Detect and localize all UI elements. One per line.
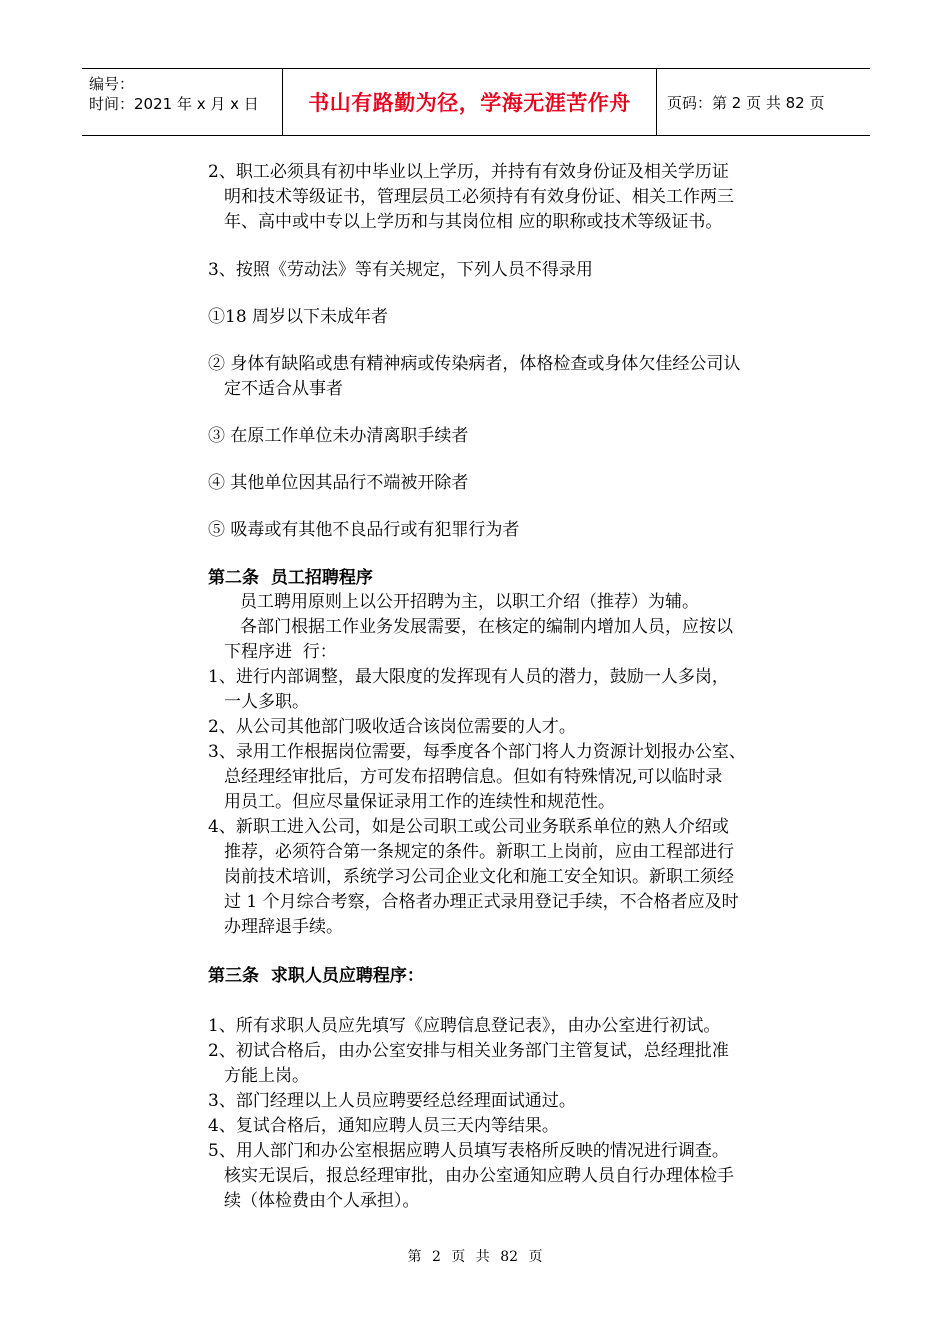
text-line: ④ 其他单位因其品行不端被开除者 xyxy=(208,473,469,493)
text-line: 办理辞退手续。 xyxy=(224,917,343,937)
section-heading: 第三条 求职人员应聘程序： xyxy=(208,966,424,986)
text-line: 员工聘用原则上以公开招聘为主，以职工介绍（推荐）为辅。 xyxy=(240,592,699,612)
text-line: ③ 在原工作单位未办清离职手续者 xyxy=(208,426,469,446)
text-line: 方能上岗。 xyxy=(224,1066,309,1086)
section-heading: 第二条 员工招聘程序 xyxy=(208,568,373,588)
text-line: 推荐，必须符合第一条规定的条件。新职工上岗前，应由工程部进行 xyxy=(224,842,734,862)
text-line: ② 身体有缺陷或患有精神病或传染病者，体格检查或身体欠佳经公司认 xyxy=(208,354,741,374)
text-line: 3、录用工作根据岗位需要，每季度各个部门将人力资源计划报办公室、 xyxy=(208,742,746,762)
text-line: ⑤ 吸毒或有其他不良品行或有犯罪行为者 xyxy=(208,520,520,540)
text-line: 3、按照《劳动法》等有关规定，下列人员不得录用 xyxy=(208,260,593,280)
text-line: 总经理经审批后，方可发布招聘信息。但如有特殊情况,可以临时录 xyxy=(224,767,723,787)
text-line: 2、职工必须具有初中毕业以上学历，并持有有效身份证及相关学历证 xyxy=(208,162,729,182)
header-page-number: 页码：第 2 页 共 82 页 xyxy=(667,93,825,112)
text-line: 一人多职。 xyxy=(224,692,309,712)
text-line: 2、初试合格后，由办公室安排与相关业务部门主管复试，总经理批准 xyxy=(208,1041,729,1061)
text-line: 年、高中或中专以上学历和与其岗位相 应的职称或技术等级证书。 xyxy=(224,212,723,232)
text-line: ①18 周岁以下未成年者 xyxy=(208,307,389,327)
text-line: 各部门根据工作业务发展需要，在核定的编制内增加人员，应按以 xyxy=(240,617,733,637)
text-line: 4、复试合格后，通知应聘人员三天内等结果。 xyxy=(208,1116,559,1136)
date-label: 时间：2021 年 x 月 x 日 xyxy=(89,95,259,113)
text-line: 下程序进 行： xyxy=(224,642,337,662)
text-line: 4、新职工进入公司，如是公司职工或公司业务联系单位的熟人介绍或 xyxy=(208,817,729,837)
text-line: 3、部门经理以上人员应聘要经总经理面试通过。 xyxy=(208,1091,576,1111)
text-line: 续（体检费由个人承担）。 xyxy=(224,1191,420,1211)
text-line: 5、用人部门和办公室根据应聘人员填写表格所反映的情况进行调查。 xyxy=(208,1141,729,1161)
text-line: 1、进行内部调整，最大限度的发挥现有人员的潜力，鼓励一人多岗， xyxy=(208,667,729,687)
page-footer: 第 2 页 共 82 页 xyxy=(407,1249,543,1265)
text-line: 岗前技术培训，系统学习公司企业文化和施工安全知识。新职工须经 xyxy=(224,867,734,887)
text-line: 用员工。但应尽量保证录用工作的连续性和规范性。 xyxy=(224,792,615,812)
text-line: 1、所有求职人员应先填写《应聘信息登记表》，由办公室进行初试。 xyxy=(208,1016,721,1036)
text-line: 定不适合从事者 xyxy=(224,379,343,399)
header-motto: 书山有路勤为径，学海无涯苦作舟 xyxy=(282,69,657,135)
text-line: 核实无误后，报总经理审批，由办公室通知应聘人员自行办理体检手 xyxy=(224,1166,734,1186)
text-line: 过 1 个月综合考察，合格者办理正式录用登记手续，不合格者应及时 xyxy=(224,892,739,912)
serial-number-label: 编号： xyxy=(89,75,135,93)
text-line: 明和技术等级证书，管理层员工必须持有有效身份证、相关工作两三 xyxy=(224,187,734,207)
text-line: 2、从公司其他部门吸收适合该岗位需要的人才。 xyxy=(208,717,576,737)
